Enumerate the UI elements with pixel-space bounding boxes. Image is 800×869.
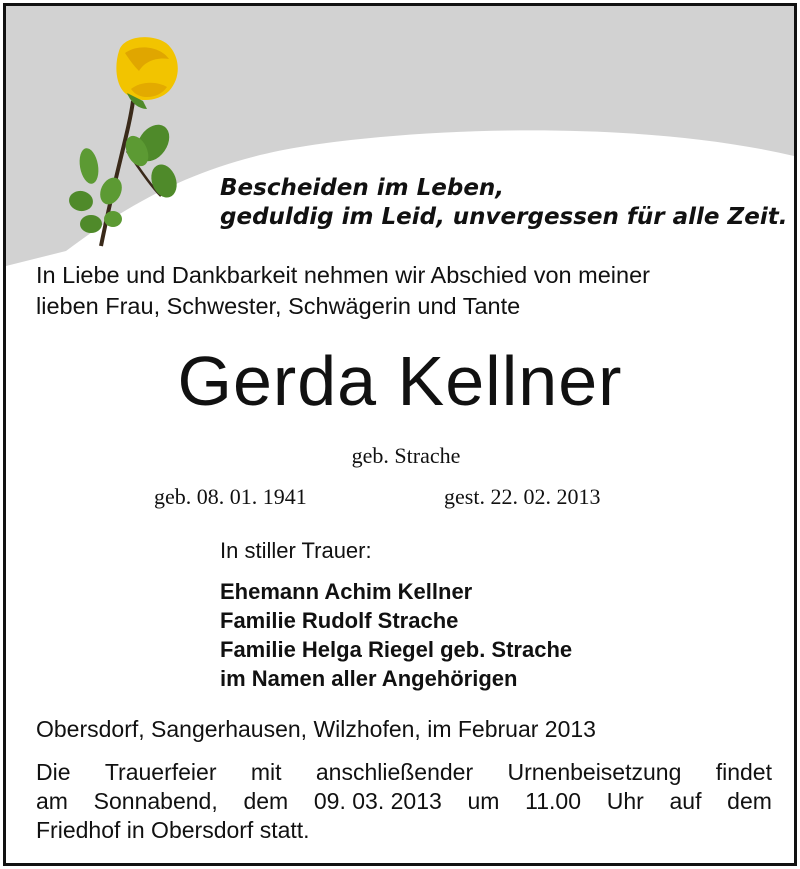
motto-line: geduldig im Leid, unvergessen für alle Zeit. — [220, 204, 788, 230]
funeral-word: 11.00 — [525, 788, 582, 814]
funeral-word: dem — [727, 788, 772, 814]
funeral-word: Sonnabend, — [93, 788, 218, 814]
deceased-name: Gerda Kellner — [177, 342, 623, 420]
funeral-word: dem — [243, 788, 289, 814]
funeral-word: Trauerfeier — [104, 759, 217, 785]
funeral-line — [36, 787, 772, 816]
funeral-word: Uhr — [606, 788, 644, 814]
intro-line: lieben Frau, Schwester, Schwägerin und Tante — [36, 293, 521, 319]
intro-line: In Liebe und Dankbarkeit nehmen wir Abschied von meiner — [36, 262, 650, 288]
mourner-item: Familie Rudolf Strache — [220, 608, 459, 633]
mourner-item: im Namen aller Angehörigen — [220, 666, 518, 691]
place-date: Obersdorf, Sangerhausen, Wilzhofen, im Februar 2013 — [36, 716, 596, 742]
funeral-notice — [36, 758, 772, 845]
obituary-card — [3, 3, 797, 866]
yellow-rose-icon — [61, 31, 201, 251]
funeral-word: am — [36, 788, 68, 814]
mourner-item: Ehemann Achim Kellner — [220, 579, 473, 604]
mourning-heading: In stiller Trauer: — [220, 538, 372, 563]
funeral-word: findet — [715, 759, 772, 785]
mourner-item: Familie Helga Riegel geb. Strache — [220, 637, 573, 662]
funeral-line: Friedhof in Obersdorf statt. — [36, 817, 310, 843]
funeral-word: 09. 03. 2013 — [313, 788, 442, 814]
funeral-word: um — [467, 788, 500, 814]
funeral-line — [36, 758, 772, 787]
mourners-list — [220, 577, 572, 693]
birth-date: geb. 08. 01. 1941 — [154, 484, 307, 509]
motto-line: Bescheiden im Leben, — [220, 175, 505, 201]
funeral-word: auf — [669, 788, 702, 814]
funeral-word: anschließender — [315, 759, 474, 785]
death-date: gest. 22. 02. 2013 — [444, 484, 601, 509]
funeral-word: mit — [250, 759, 282, 785]
intro-text — [36, 260, 766, 322]
motto — [220, 174, 788, 232]
funeral-word: Urnenbeisetzung — [507, 759, 682, 785]
funeral-word: Die — [36, 759, 71, 785]
maiden-name: geb. Strache — [351, 443, 461, 468]
